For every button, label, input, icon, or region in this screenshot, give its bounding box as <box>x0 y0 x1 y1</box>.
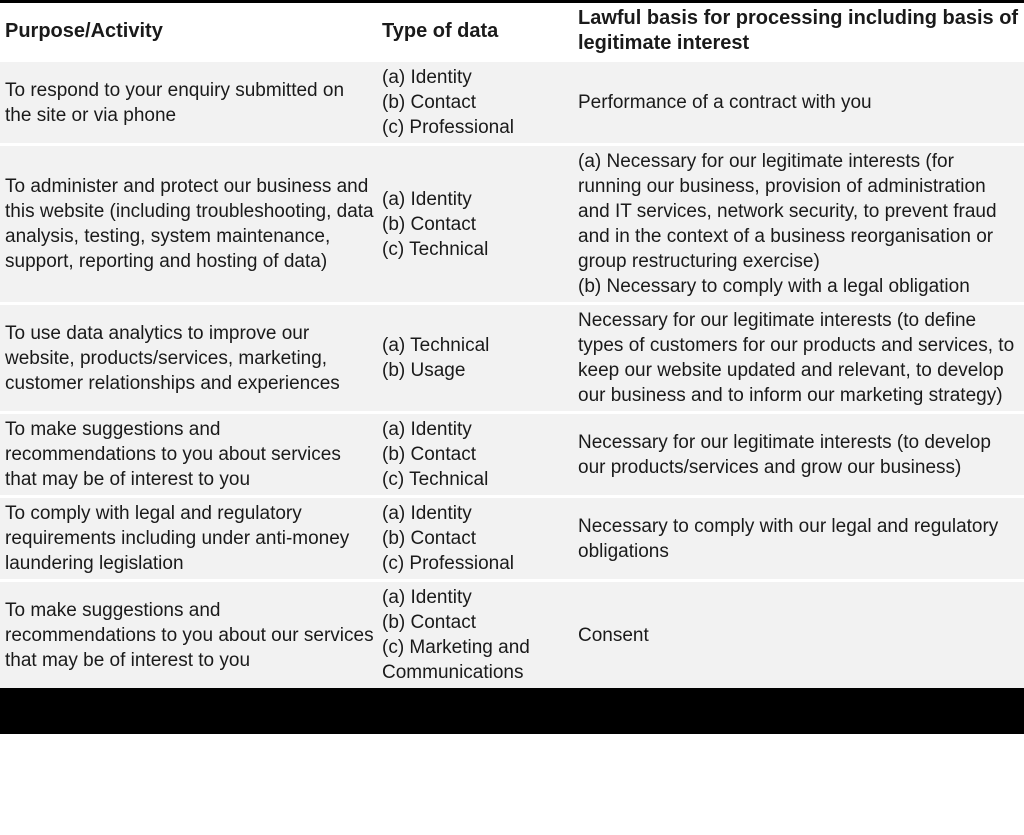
type-item: (a) Identity <box>382 503 472 524</box>
type-item: (b) Usage <box>382 360 466 381</box>
basis-item: Necessary for our legitimate interests (to define types of customers for our products and services, to keep our website updated and relevant, to develop our business and to inform our marketing strategy) <box>578 310 1015 406</box>
lawful-basis-cell <box>573 495 1024 579</box>
type-of-data-cell <box>377 302 573 411</box>
purpose-cell: To respond to your enquiry submitted on the site or via phone <box>0 59 377 143</box>
type-item: (b) Contact <box>382 612 476 633</box>
type-item: (a) Identity <box>382 419 472 440</box>
table-row <box>0 579 1024 688</box>
lawful-basis-cell <box>573 143 1024 302</box>
header-lawful-basis: Lawful basis for processing including basis of legitimate interest <box>573 3 1024 59</box>
type-of-data-cell <box>377 143 573 302</box>
lawful-basis-cell <box>573 579 1024 688</box>
basis-item: Necessary to comply with our legal and regulatory obligations <box>578 515 999 562</box>
table-row <box>0 411 1024 495</box>
table-row <box>0 143 1024 302</box>
purpose-cell: To make suggestions and recommendations to you about services that may be of interest to you <box>0 411 377 495</box>
table-row <box>0 495 1024 579</box>
header-purpose-activity: Purpose/Activity <box>0 3 377 59</box>
type-item: (a) Identity <box>382 67 472 88</box>
lawful-basis-cell <box>573 302 1024 411</box>
lawful-basis-cell <box>573 411 1024 495</box>
data-processing-table <box>0 3 1024 688</box>
purpose-cell: To comply with legal and regulatory requirements including under anti-money laundering legislation <box>0 495 377 579</box>
type-item: (a) Technical <box>382 335 490 356</box>
bottom-black-bar <box>0 688 1024 734</box>
type-of-data-cell <box>377 495 573 579</box>
lawful-basis-cell <box>573 59 1024 143</box>
type-item: (c) Professional <box>382 117 514 138</box>
basis-item: Necessary for our legitimate interests (to develop our products/services and grow our business) <box>578 431 991 478</box>
header-type-of-data: Type of data <box>377 3 573 59</box>
purpose-cell: To use data analytics to improve our website, products/services, marketing, customer relationships and experiences <box>0 302 377 411</box>
basis-item: (a) Necessary for our legitimate interests (for running our business, provision of administration and IT services, network security, to prevent fraud and in the context of a business reorganisation or group restructuring exercise) <box>578 151 997 272</box>
type-of-data-cell <box>377 579 573 688</box>
type-item: (b) Contact <box>382 213 476 235</box>
basis-item: Performance of a contract with you <box>578 92 872 113</box>
type-item: (c) Marketing and Communications <box>382 637 530 683</box>
type-item: (b) Contact <box>382 92 476 113</box>
type-item: (a) Identity <box>382 587 472 608</box>
type-item: (c) Professional <box>382 553 514 574</box>
type-item: (c) Technical <box>382 469 489 490</box>
type-item: (b) Contact <box>382 528 476 549</box>
basis-item: (b) Necessary to comply with a legal obligation <box>578 276 970 297</box>
basis-item: Consent <box>578 624 649 646</box>
table-header-row <box>0 3 1024 59</box>
type-item: (a) Identity <box>382 188 472 210</box>
type-of-data-cell <box>377 411 573 495</box>
table-row <box>0 302 1024 411</box>
purpose-cell: To administer and protect our business and this website (including troubleshooting, data analysis, testing, system maintenance, support, reporting and hosting of data) <box>0 143 377 302</box>
purpose-cell: To make suggestions and recommendations to you about our services that may be of interest to you <box>0 579 377 688</box>
type-item: (b) Contact <box>382 444 476 465</box>
type-item: (c) Technical <box>382 238 489 260</box>
table-body <box>0 59 1024 688</box>
table-row <box>0 59 1024 143</box>
type-of-data-cell <box>377 59 573 143</box>
